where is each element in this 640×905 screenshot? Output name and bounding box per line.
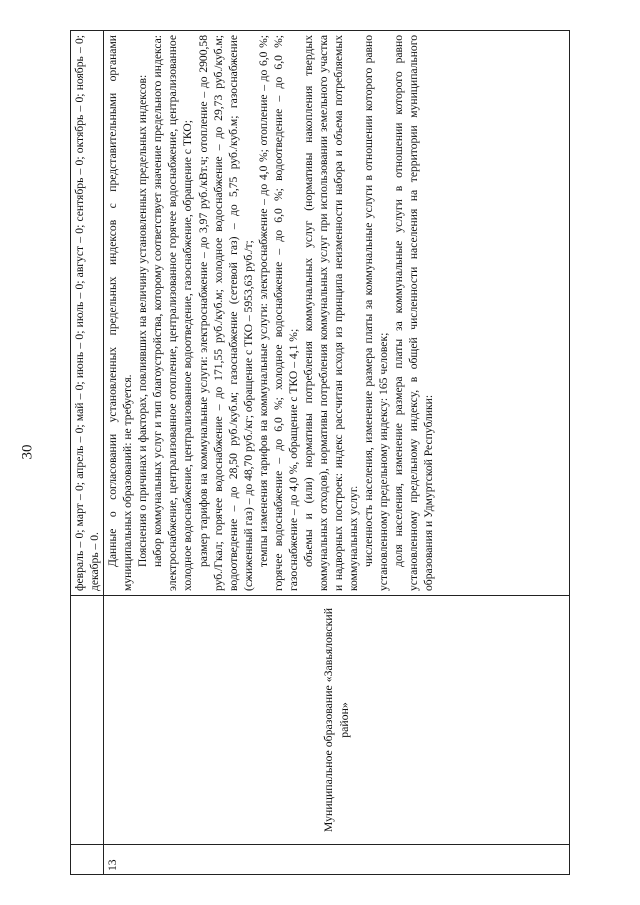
row-content	[104, 31, 570, 596]
table-row	[104, 31, 570, 875]
paragraph-tariff-rates: темпы изменения тарифов на коммунальные услуги: электроснабжение – до 4,0 %; отопление – до 6,0 %; горячее водоснабжение – до 6,0 %; холодное водоснабжение – до 6,0 %; водоотведение – до 6,0 %; газоснабжение – до 4,0 %, обращение с ТКО – 4,1 %;	[256, 35, 300, 591]
page-number: 30	[19, 444, 36, 460]
paragraph-explanations: Пояснения о причинах и факторах, повлиявших на величину установленных предельных индексов:	[136, 74, 150, 567]
table-container	[70, 30, 570, 875]
paragraph-consumption-volumes: объемы и (или) нормативы потребления коммунальных услуг (нормативы накопления твердых коммунальных отходов), нормативы потребления коммунальных услуг при использовании земельного участка и надворных построек: индекс рассчитан исходя из принципа неизменности набора и объема потребляемых коммунальных услуг.	[301, 35, 361, 591]
paragraph-population-share: доля населения, изменение размера платы за коммунальные услуги в отношении которого равно установленному предельному индексу, в общей численности населения на территории муниципального образования и Удмуртской Республики:	[392, 35, 436, 591]
row-number: 13	[104, 845, 570, 875]
paragraph-services-set: набор коммунальных услуг и тип благоустройства, которому соответствует значение предельного индекса: электроснабжение, централизованное отопление, централизованное горячее водоснабжение, централизованное холодное водоснабжение, централизованное водоотведение, газоснабжение, обращение с ТКО;	[151, 35, 195, 591]
row-number-empty	[71, 845, 104, 875]
paragraph-approval: Данные о согласовании установленных предельных индексов с представительными органами муниципальных образований: не требуется.	[106, 35, 135, 591]
paragraph-population-count: численность населения, изменение размера платы за коммунальные услуги в отношении которого равно установленному предельному индексу: 165 человек;	[362, 35, 391, 591]
table-row-continuation	[71, 31, 104, 875]
rotated-page-area	[70, 30, 570, 875]
municipality-name: Муниципальное образование «Завьяловский район»	[104, 596, 570, 845]
indices-table	[70, 30, 570, 875]
continuation-text: февраль – 0; март – 0; апрель – 0; май – 0; июнь – 0; июль – 0; август – 0; сентябрь – 0; октябрь – 0; ноябрь – 0; декабрь – 0.	[71, 31, 104, 596]
paragraph-tariff-sizes: размер тарифов на коммунальные услуги: электроснабжение – до 3,97 руб./кВт.ч; отопление – до 2900,58 руб./Гкал; горячее водоснабжение – до 171,55 руб./куб.м; холодное водоснабжение – до 29,73 руб./куб.м; водоотведение – до 28,50 руб./куб.м; газоснабжение (сетевой газ) – до 5,75 руб./куб.м; газоснабжение (сжиженный газ) – до 48,70 руб./кг; обращение с ТКО – 5953,63 руб./т;	[196, 35, 255, 591]
municipality-empty	[71, 596, 104, 845]
